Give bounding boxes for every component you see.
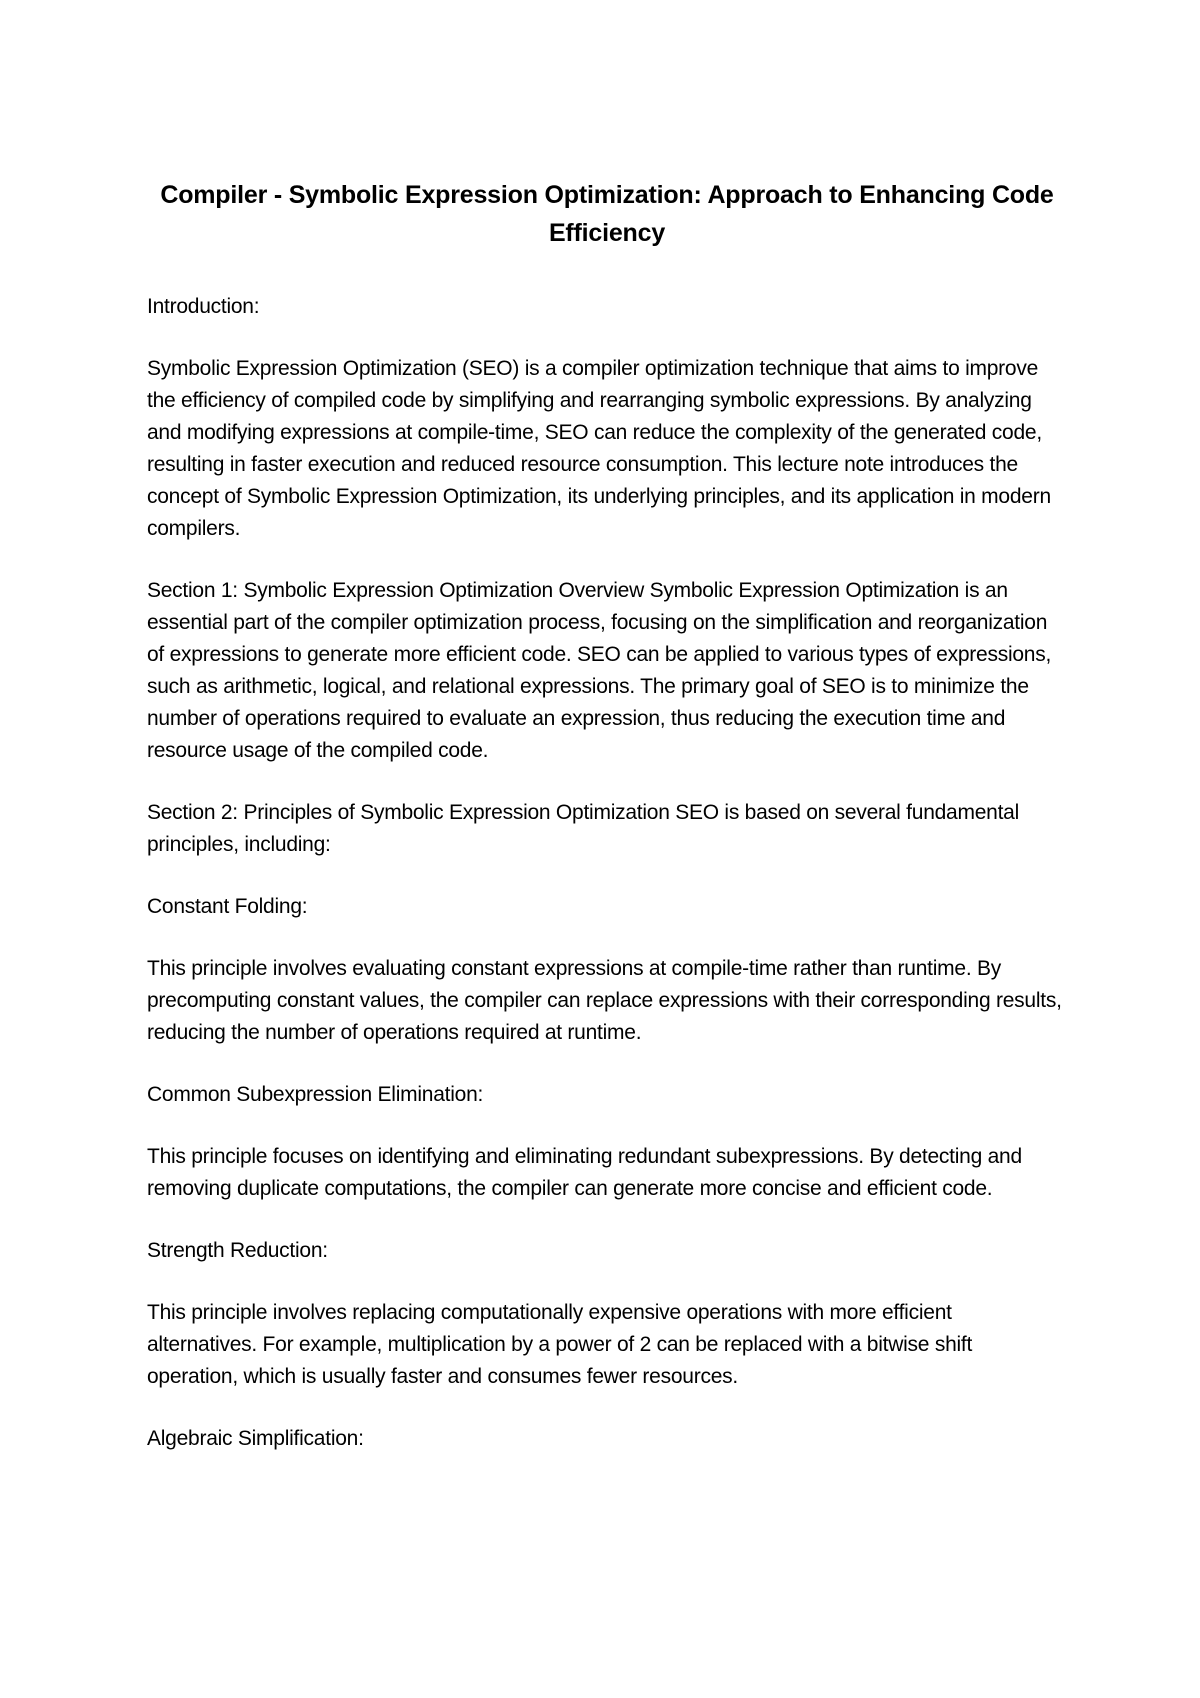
heading-constant-folding: Constant Folding:	[147, 895, 308, 918]
paragraph-common-subexpression-elimination: This principle focuses on identifying and eliminating redundant subexpressions. By detecting and removing duplicate computations, the compiler can generate more concise and efficient code.	[147, 1145, 1022, 1200]
heading-common-subexpression-elimination: Common Subexpression Elimination:	[147, 1083, 484, 1106]
document-body	[147, 176, 1067, 1485]
heading-strength-reduction: Strength Reduction:	[147, 1239, 328, 1262]
paragraph-constant-folding: This principle involves evaluating constant expressions at compile-time rather than runtime. By precomputing constant values, the compiler can replace expressions with their corresponding results, reducing the number of operations required at runtime.	[147, 957, 1062, 1044]
paragraph-strength-reduction: This principle involves replacing computationally expensive operations with more efficient alternatives. For example, multiplication by a power of 2 can be replaced with a bitwise shift operation, which is usually faster and consumes fewer resources.	[147, 1301, 973, 1388]
heading-algebraic-simplification: Algebraic Simplification:	[147, 1427, 364, 1450]
paragraph-section-1: Section 1: Symbolic Expression Optimization Overview Symbolic Expression Optimization is an essential part of the compiler optimization process, focusing on the simplification and reorganization of expressions to generate more efficient code. SEO can be applied to various types of expressions, such as arithmetic, logical, and relational expressions. The primary goal of SEO is to minimize the number of operations required to evaluate an expression, thus reducing the execution time and resource usage of the compiled code.	[147, 579, 1052, 762]
paragraph-introduction: Symbolic Expression Optimization (SEO) is a compiler optimization technique that aims to improve the efficiency of compiled code by simplifying and rearranging symbolic expressions. By analyzing and modifying expressions at compile-time, SEO can reduce the complexity of the generated code, resulting in faster execution and reduced resource consumption. This lecture note introduces the concept of Symbolic Expression Optimization, its underlying principles, and its application in modern compilers.	[147, 357, 1051, 540]
section-heading-introduction: Introduction:	[147, 295, 260, 318]
paragraph-section-2: Section 2: Principles of Symbolic Expression Optimization SEO is based on several fundamental principles, including:	[147, 801, 1020, 856]
document-title: Compiler - Symbolic Expression Optimization: Approach to Enhancing Code Efficiency	[160, 181, 1054, 247]
